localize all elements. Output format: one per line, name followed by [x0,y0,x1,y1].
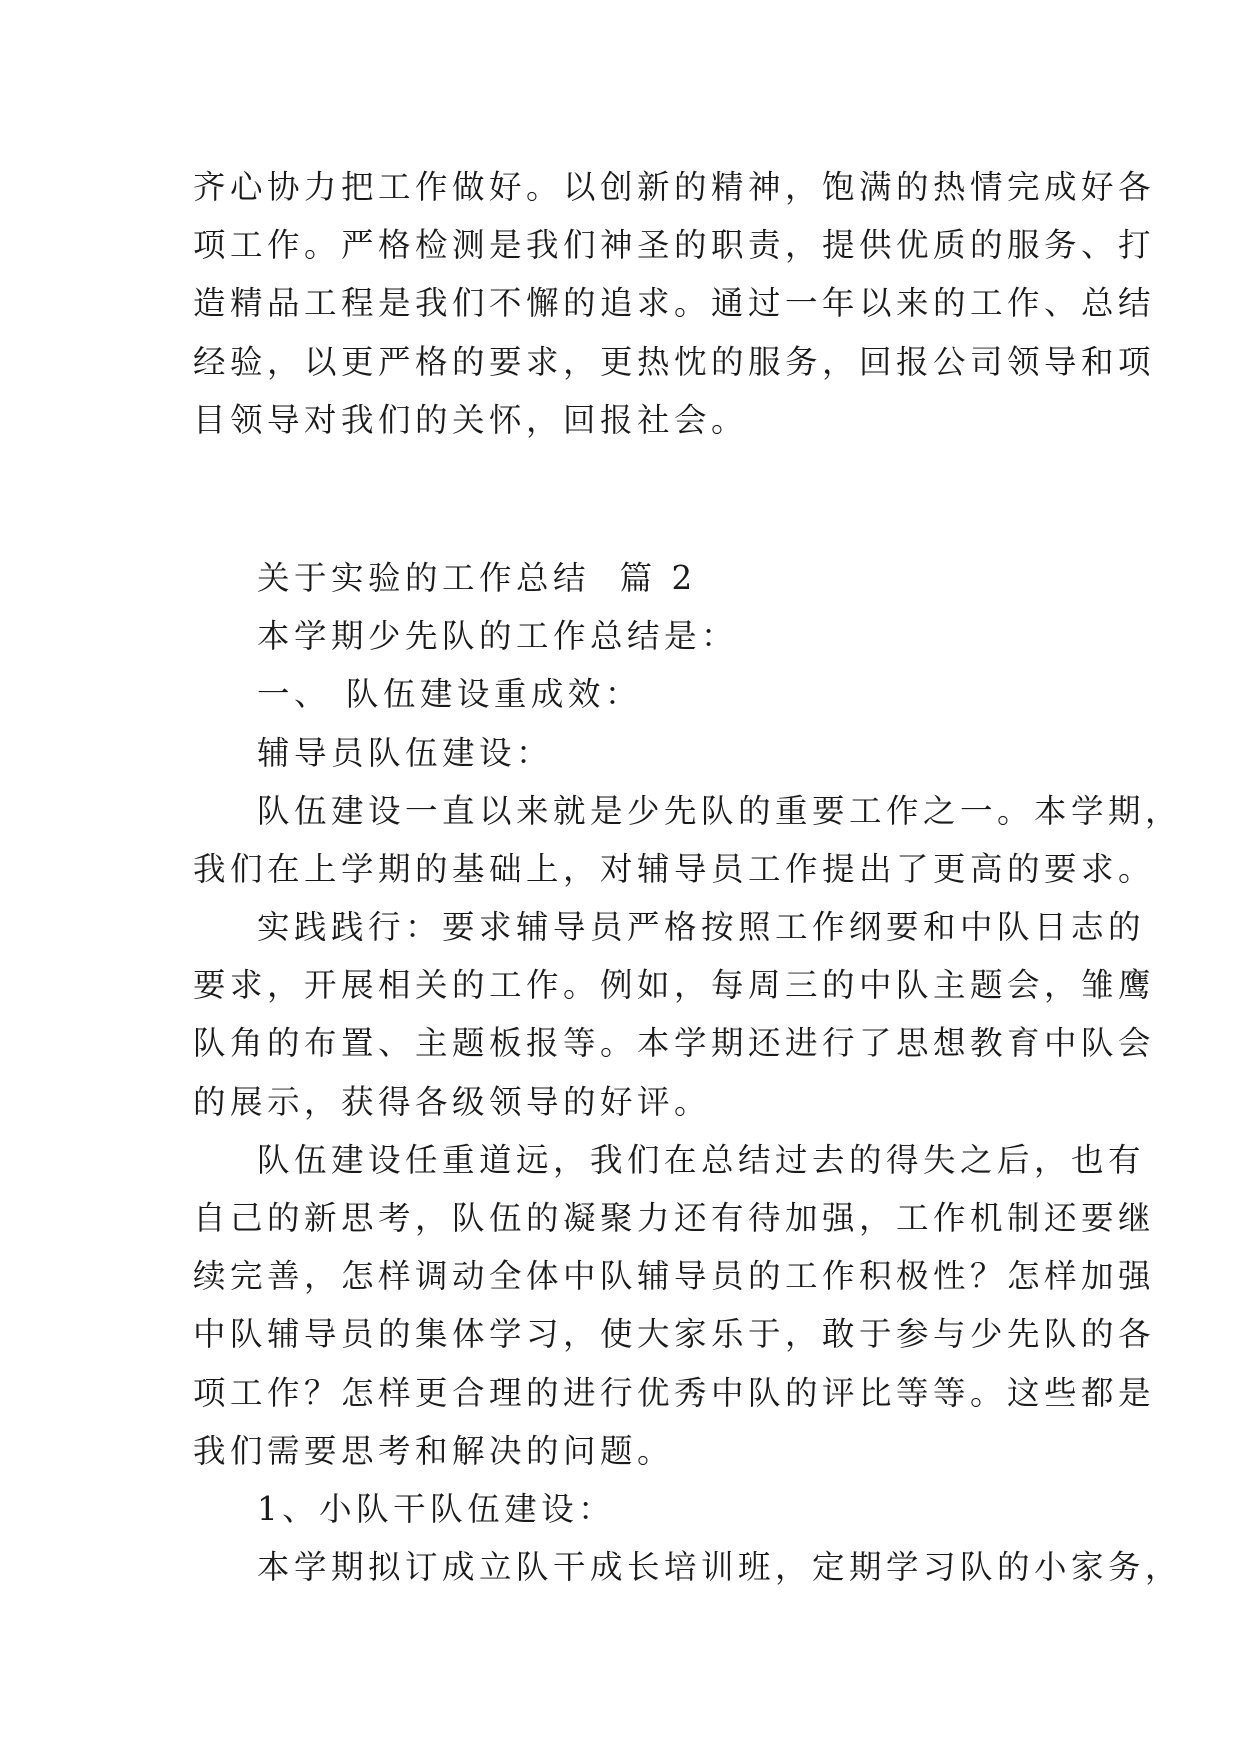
paragraph-line: 中队辅导员的集体学习，使大家乐于，敢于参与少先队的各 [193,1315,1156,1354]
document-body [193,158,1183,1596]
paragraph-line: 齐心协力把工作做好。以创新的精神，饱满的热情完成好各 [193,168,1156,206]
paragraph-line: 要求，开展相关的工作。例如，每周三的中队主题会，雏鹰 [193,966,1156,1005]
paragraph-line: 本学期拟订成立队干成长培训班，定期学习队的小家务， [257,1548,1183,1587]
intro-line: 本学期少先队的工作总结是： [257,617,739,656]
subheading-1: 辅导员队伍建设： [257,733,554,772]
paragraph-line: 自己的新思考，队伍的凝聚力还有待加强，工作机制还要继 [193,1199,1156,1237]
paragraph-line: 项工作？怎样更合理的进行优秀中队的评比等等。这些都是 [193,1373,1156,1412]
paragraph-line: 项工作。严格检测是我们神圣的职责，提供优质的服务、打 [193,226,1156,265]
paragraph-line: 经验，以更严格的要求，更热忱的服务，回报公司领导和项 [193,342,1156,381]
paragraph-line: 队角的布置、主题板报等。本学期还进行了思想教育中队会 [193,1024,1156,1063]
paragraph-line: 续完善，怎样调动全体中队辅导员的工作积极性？怎样加强 [193,1257,1156,1296]
heading-1: 一、 队伍建设重成效： [257,675,642,714]
section-gap [193,449,1053,549]
paragraph-line: 队伍建设任重道远，我们在总结过去的得失之后，也有 [257,1140,1146,1179]
paragraph-line: 的展示，获得各级领导的好评。 [193,1082,712,1121]
paragraph-line: 造精品工程是我们不懈的追求。通过一年以来的工作、总结 [193,284,1156,323]
paragraph-line: 目领导对我们的关怀，回报社会。 [193,400,749,439]
paragraph-line: 我们需要思考和解决的问题。 [193,1431,675,1470]
section-title: 关于实验的工作总结 篇 2 [257,558,697,597]
subheading-2: 1、小队干队伍建设： [257,1489,616,1528]
paragraph-line: 队伍建设一直以来就是少先队的重要工作之一。本学期， [257,791,1183,830]
paragraph-line: 我们在上学期的基础上，对辅导员工作提出了更高的要求。 [193,849,1156,888]
paragraph-line: 实践践行：要求辅导员严格按照工作纲要和中队日志的 [257,908,1146,947]
